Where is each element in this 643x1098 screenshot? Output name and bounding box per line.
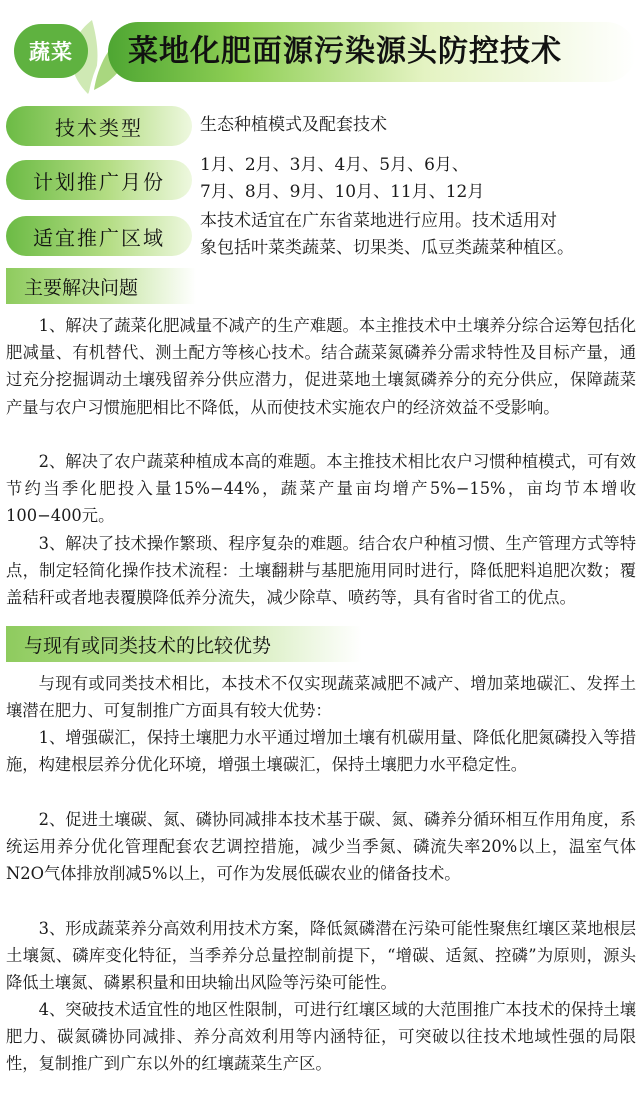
header	[0, 0, 643, 100]
section-paragraph: 2、解决了农户蔬菜种植成本高的难题。本主推技术相比农户习惯种植模式，可有效节约当季化肥投入量15%−44%，蔬菜产量亩均增产5%−15%，亩均节本增收100−400元。	[6, 452, 636, 526]
meta-value-line: 7月、8月、9月、10月、11月、12月	[200, 182, 485, 202]
section-heading-problems: 主要解决问题	[6, 268, 196, 304]
meta-value-line: 1月、2月、3月、4月、5月、6月、	[200, 155, 469, 175]
section-heading-advantages: 与现有或同类技术的比较优势	[6, 626, 362, 662]
meta-value-region	[200, 208, 574, 262]
section-paragraph: 2、促进土壤碳、氮、磷协同减排本技术基于碳、氮、磷养分循环相互作用角度，系统运用养分优化管理配套农艺调控措施，减少当季氮、磷流失率20%以上，温室气体N2O气体排放削减5%以上，可作为发展低碳农业的储备技术。	[6, 810, 636, 884]
meta-value-line: 生态种植模式及配套技术	[200, 115, 387, 135]
section-paragraph: 3、解决了技术操作繁琐、程序复杂的难题。结合农户种植习惯、生产管理方式等特点，制定轻简化操作技术流程：土壤翻耕与基肥施用同时进行，降低肥料追肥次数；覆盖秸秆或者地表覆膜降低养分流失，减少除草、喷药等，具有省时省工的优点。	[6, 534, 636, 608]
meta-value-line: 本技术适宜在广东省菜地进行应用。技术适用对	[200, 211, 557, 231]
meta-value-months	[200, 152, 484, 206]
section-paragraph: 3、形成蔬菜养分高效利用技术方案，降低氮磷潜在污染可能性聚焦红壤区菜地根层土壤氮、磷库变化特征，当季养分总量控制前提下，“增碳、适氮、控磷”为原则，源头降低土壤氮、磷累积量和田块输出风险等污染可能性。	[6, 919, 636, 993]
section-paragraph: 1、解决了蔬菜化肥减量不减产的生产难题。本主推技术中土壤养分综合运筹包括化肥减量、有机替代、测土配方等核心技术。结合蔬菜氮磷养分需求特性及目标产量，通过充分挖掘调动土壤残留养分供应潜力，促进菜地土壤氮磷养分的充分供应，保障蔬菜产量与农户习惯施肥相比不降低，从而使技术实施农户的经济效益不受影响。	[6, 316, 636, 417]
meta-value-tech-type	[200, 112, 387, 139]
meta-label-tech-type: 技术类型	[6, 106, 192, 146]
section-paragraph: 1、增强碳汇，保持土壤肥力水平通过增加土壤有机碳用量、降低化肥氮磷投入等措施，构建根层养分优化环境，增强土壤碳汇，保持土壤肥力水平稳定性。	[6, 728, 636, 775]
meta-label-months: 计划推广月份	[6, 160, 192, 200]
meta-label-region: 适宜推广区域	[6, 216, 192, 256]
section-paragraph: 4、突破技术适宜性的地区性限制，可进行红壤区域的大范围推广本技术的保持土壤肥力、碳氮磷协同减排、养分高效利用等内涵特征，可突破以往技术地域性强的局限性，复制推广到广东以外的红壤蔬菜生产区。	[6, 1000, 636, 1074]
meta-value-line: 象包括叶菜类蔬菜、切果类、瓜豆类蔬菜种植区。	[200, 238, 574, 258]
category-badge: 蔬菜	[14, 24, 88, 78]
section-paragraph: 与现有或同类技术相比，本技术不仅实现蔬菜减肥不减产、增加菜地碳汇、发挥土壤潜在肥力、可复制推广方面具有较大优势：	[6, 674, 636, 721]
page-title: 菜地化肥面源污染源头防控技术	[128, 34, 562, 69]
